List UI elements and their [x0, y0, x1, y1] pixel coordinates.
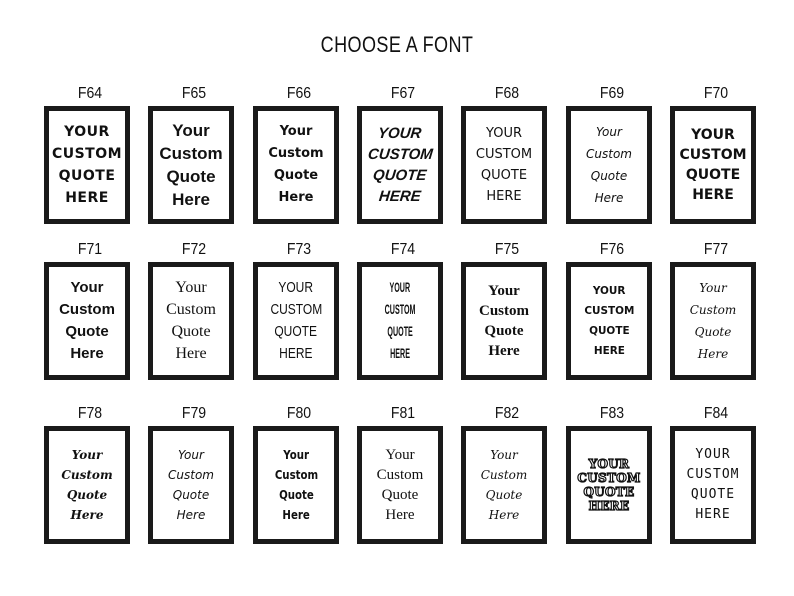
sample-text-line: Here	[488, 508, 520, 522]
sample-text-line: Your	[490, 448, 518, 462]
sample-text-line: YOUR	[64, 124, 110, 140]
sample-text-line: YOUR	[377, 125, 423, 142]
font-sample-frame	[670, 262, 756, 380]
sample-text-line: Your	[699, 281, 727, 295]
sample-text-line: QUOTE	[480, 168, 528, 183]
sample-text-line: HERE	[695, 507, 731, 522]
sample-text-line: Here	[176, 508, 206, 522]
sample-text-line: Quote	[66, 488, 108, 502]
font-code-label: F65	[181, 85, 207, 102]
font-sample-frame	[44, 262, 130, 380]
font-code-label: F84	[703, 405, 729, 422]
sample-text-line: Custom	[61, 468, 113, 482]
font-sample-frame	[148, 106, 234, 224]
sample-text-line: Your	[172, 121, 210, 140]
sample-text-line: Your	[385, 447, 415, 463]
font-code-label: F72	[181, 241, 207, 258]
font-code-label: F82	[494, 405, 520, 422]
sample-text-line: Here	[385, 507, 415, 523]
font-sample-frame	[357, 106, 443, 224]
sample-text-line: HERE	[588, 499, 630, 513]
sample-text-line: QUOTE	[690, 487, 736, 502]
sample-text-line: CUSTOM	[51, 146, 123, 162]
sample-text-line: Quote	[273, 168, 319, 183]
sample-text-line: Custom	[586, 147, 632, 161]
sample-text-line: Your	[596, 125, 622, 139]
sample-text-line: HERE	[692, 187, 734, 203]
font-code-label: F80	[286, 405, 312, 422]
sample-text-line: YOUR	[588, 457, 630, 471]
sample-text-line: Your	[71, 448, 103, 462]
sample-text-line: Quote	[172, 488, 210, 502]
font-code-label: F64	[77, 85, 103, 102]
sample-text-line: Quote	[484, 323, 524, 339]
font-sample-frame	[253, 426, 339, 544]
sample-text-line: QUOTE	[685, 167, 741, 183]
sample-text-line: HERE	[378, 188, 422, 205]
sample-text-line: Your	[279, 124, 313, 139]
sample-text-line: QUOTE	[583, 485, 635, 499]
font-sample-frame	[566, 426, 652, 544]
sample-text-line: Quote	[65, 323, 109, 340]
font-sample-frame	[253, 106, 339, 224]
font-code-label: F79	[181, 405, 207, 422]
font-code-label: F69	[599, 85, 625, 102]
font-code-label: F76	[599, 241, 625, 258]
sample-text-line: HERE	[279, 345, 313, 362]
sample-text-line: Here	[70, 508, 104, 522]
sample-text-line: Your	[70, 279, 104, 296]
sample-text-line: Custom	[478, 303, 529, 319]
font-code-label: F77	[703, 241, 729, 258]
sample-text-line: YOUR	[278, 279, 314, 296]
font-sample-frame	[148, 426, 234, 544]
sample-text-line: Custom	[689, 303, 737, 317]
sample-text-line: HERE	[390, 345, 410, 362]
sample-text-line: Here	[488, 343, 520, 359]
sample-text-line: Quote	[590, 169, 628, 183]
sample-text-line: Your	[488, 283, 520, 299]
sample-text-line: HERE	[593, 344, 625, 357]
font-sample-frame	[44, 426, 130, 544]
sample-text-line: HERE	[65, 190, 109, 206]
sample-text-line: CUSTOM	[686, 467, 740, 482]
sample-text-line: HERE	[486, 189, 522, 204]
sample-text-line: Here	[70, 345, 104, 362]
sample-text-line: Quote	[694, 325, 732, 339]
sample-text-line: QUOTE	[274, 323, 318, 340]
font-sample-frame	[148, 262, 234, 380]
sample-text-line: Quote	[381, 487, 419, 503]
font-code-label: F75	[494, 241, 520, 258]
font-code-label: F83	[599, 405, 625, 422]
sample-text-line: Here	[172, 190, 210, 209]
sample-text-line: QUOTE	[372, 167, 428, 184]
sample-text-line: YOUR	[592, 284, 626, 297]
font-sample-frame	[357, 426, 443, 544]
font-sample-frame	[670, 426, 756, 544]
font-code-label: F67	[390, 85, 416, 102]
sample-text-line: QUOTE	[588, 324, 630, 337]
sample-text-line: Here	[175, 345, 207, 362]
sample-text-line: Custom	[480, 468, 528, 482]
font-code-label: F68	[494, 85, 520, 102]
sample-text-line: CUSTOM	[679, 147, 747, 163]
sample-text-line: Custom	[59, 301, 115, 318]
sample-text-line: CUSTOM	[366, 146, 434, 163]
font-code-label: F74	[390, 241, 416, 258]
sample-text-line: Custom	[159, 144, 223, 163]
sample-text-line: Here	[278, 190, 314, 205]
font-sample-frame	[670, 106, 756, 224]
sample-text-line: Your	[175, 279, 207, 296]
sample-text-line: Custom	[376, 467, 424, 483]
sample-text-line: CUSTOM	[475, 147, 533, 162]
font-sample-frame	[461, 262, 547, 380]
font-sample-frame	[253, 262, 339, 380]
font-code-label: F73	[286, 241, 312, 258]
sample-text-line: Your	[283, 448, 309, 462]
sample-text-line: QUOTE	[58, 168, 116, 184]
sample-text-line: Custom	[168, 468, 214, 482]
sample-text-line: Quote	[166, 167, 216, 186]
sample-text-line: Quote	[485, 488, 523, 502]
sample-text-line: CUSTOM	[384, 301, 416, 318]
font-code-label: F71	[77, 241, 103, 258]
sample-text-line: Custom	[166, 301, 216, 318]
sample-text-line: YOUR	[389, 279, 411, 296]
sample-text-line: Quote	[278, 488, 314, 502]
sample-text-line: Custom	[274, 468, 318, 482]
sample-text-line: Your	[178, 448, 204, 462]
font-sample-frame	[44, 106, 130, 224]
sample-text-line: YOUR	[485, 126, 522, 141]
page-title: CHOOSE A FONT	[320, 32, 474, 57]
font-sample-frame	[566, 106, 652, 224]
sample-text-line: CUSTOM	[270, 301, 322, 318]
font-code-label: F81	[390, 405, 416, 422]
sample-text-line: Here	[697, 347, 729, 361]
font-code-label: F70	[703, 85, 729, 102]
font-code-label: F66	[286, 85, 312, 102]
sample-text-line: YOUR	[691, 127, 735, 143]
sample-text-line: Here	[282, 508, 310, 522]
sample-text-line: Quote	[171, 323, 211, 340]
font-code-label: F78	[77, 405, 103, 422]
font-sample-frame	[461, 106, 547, 224]
sample-text-line: Here	[594, 191, 624, 205]
sample-text-line: QUOTE	[387, 323, 413, 340]
sample-text-line: Custom	[268, 146, 324, 161]
sample-text-line: CUSTOM	[583, 304, 635, 317]
sample-text-line: CUSTOM	[577, 471, 641, 485]
font-sample-frame	[461, 426, 547, 544]
font-sample-frame	[357, 262, 443, 380]
sample-text-line: YOUR	[695, 447, 731, 462]
font-sample-frame	[566, 262, 652, 380]
